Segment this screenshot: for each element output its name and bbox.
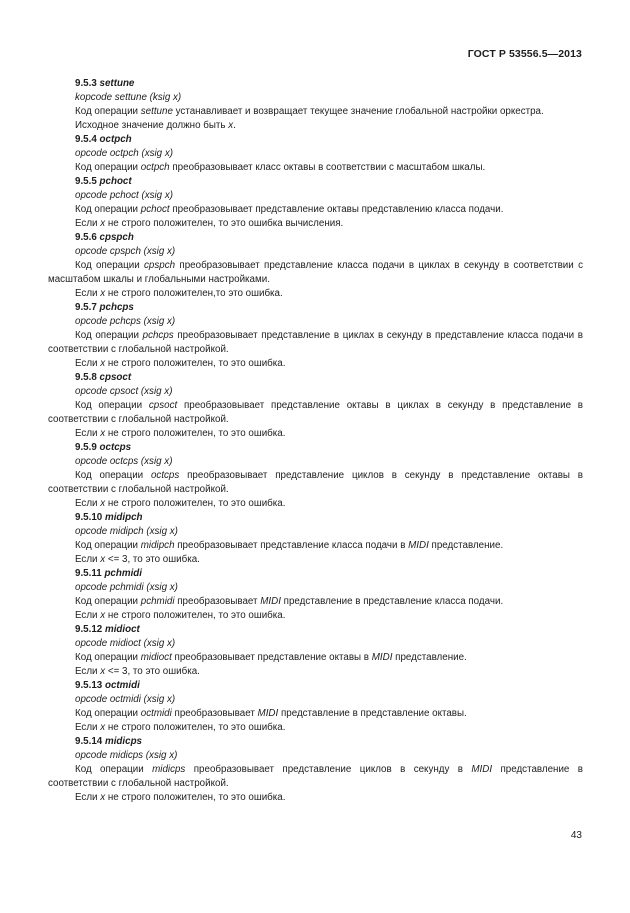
section-opcode-name: pchoct: [99, 176, 132, 187]
text: преобразовывает представление класса подачи в циклах в секунду в соответствии с масштабом шкалы и глобальными настройками.: [48, 260, 583, 285]
paragraph: [48, 721, 583, 735]
opcode-signature: opcode octcps (xsig x): [75, 456, 173, 467]
text: Если: [75, 722, 101, 733]
paragraph: [48, 539, 583, 553]
section-heading: [48, 175, 583, 189]
opcode-signature: opcode midioct (xsig x): [75, 638, 176, 649]
paragraph: [48, 595, 583, 609]
opcode-ref: midipch: [140, 540, 175, 551]
text: преобразовывает представление октавы представлению класса подачи.: [169, 204, 504, 215]
section-number: 9.5.14: [75, 736, 103, 747]
section-heading: [48, 441, 583, 455]
opcode-ref: x: [100, 722, 106, 733]
paragraph: [48, 497, 583, 511]
paragraph: [48, 791, 583, 805]
opcode-ref: x: [100, 792, 106, 803]
paragraph: [48, 651, 583, 665]
section-opcode-name: cpspch: [99, 232, 134, 243]
section-number: 9.5.7: [75, 302, 97, 313]
text: преобразовывает: [174, 596, 261, 607]
section-number: 9.5.12: [75, 624, 103, 635]
opcode-signature: opcode octmidi (xsig x): [75, 694, 176, 705]
section-opcode-name: pchmidi: [104, 568, 142, 579]
opcode-ref: octpch: [140, 162, 170, 173]
text: не строго положителен, то это ошибка.: [105, 722, 286, 733]
section-number: 9.5.13: [75, 680, 103, 691]
text: Если: [75, 358, 101, 369]
text: Код операции: [75, 330, 143, 341]
section-heading: [48, 567, 583, 581]
section-heading: [48, 77, 583, 91]
text: преобразовывает представление в циклах в секунду в представление класса подачи в соответствии с глобальной настройкой.: [48, 330, 583, 355]
opcode-ref: midicps: [152, 764, 186, 775]
text: не строго положителен, то это ошибка вычисления.: [105, 218, 344, 229]
opcode-ref: octmidi: [140, 708, 172, 719]
midi-ref: MIDI: [408, 540, 429, 551]
opcode-signature: opcode pchoct (xsig x): [75, 190, 174, 201]
midi-ref: MIDI: [471, 764, 493, 775]
section-heading: [48, 231, 583, 245]
section-opcode-name: midioct: [104, 624, 140, 635]
section-opcode-name: octcps: [99, 442, 132, 453]
text: Код операции: [75, 106, 141, 117]
opcode-ref: x: [100, 666, 106, 677]
text: Если: [75, 610, 101, 621]
text: Исходное значение должно быть: [75, 120, 229, 131]
text: не строго положителен, то это ошибка.: [105, 792, 286, 803]
opcode-ref: cpsoct: [148, 400, 178, 411]
text: преобразовывает представление циклов в секунду в: [185, 764, 472, 775]
text: <= 3, то это ошибка.: [105, 666, 200, 677]
opcode-signature: opcode octpch (xsig x): [75, 148, 174, 159]
opcode-signature: opcode midicps (xsig x): [75, 750, 178, 761]
section-heading: [48, 623, 583, 637]
paragraph: [48, 357, 583, 371]
document-header: ГОСТ Р 53556.5—2013: [467, 48, 582, 60]
paragraph: [48, 259, 583, 287]
section-number: 9.5.11: [75, 568, 102, 579]
text: Если: [75, 288, 101, 299]
opcode-ref: pchcps: [142, 330, 174, 341]
text: не строго положителен, то это ошибка.: [105, 428, 286, 439]
opcode-ref: x: [100, 288, 106, 299]
opcode-signature: opcode pchcps (xsig x): [75, 316, 176, 327]
midi-ref: MIDI: [257, 708, 279, 719]
text: Код операции: [75, 596, 141, 607]
paragraph: [48, 329, 583, 357]
text: Если: [75, 554, 101, 565]
section-number: 9.5.9: [75, 442, 97, 453]
text: не строго положителен, то это ошибка.: [105, 358, 286, 369]
section-number: 9.5.6: [75, 232, 97, 243]
section-opcode-name: settune: [99, 78, 135, 89]
text: преобразовывает представление циклов в секунду в представление октавы в соответствии с глобальной настройкой.: [48, 470, 583, 495]
text: Если: [75, 428, 101, 439]
section-heading: [48, 371, 583, 385]
opcode-ref: settune: [140, 106, 173, 117]
section-opcode-name: pchcps: [99, 302, 134, 313]
opcode-ref: pchoct: [140, 204, 170, 215]
section-number: 9.5.3: [75, 78, 97, 89]
paragraph: [48, 399, 583, 427]
paragraph: [48, 707, 583, 721]
section-opcode-name: octmidi: [104, 680, 140, 691]
paragraph: [48, 609, 583, 623]
text: Код операции: [75, 652, 141, 663]
opcode-ref: x: [100, 428, 106, 439]
text: Если: [75, 218, 101, 229]
text: не строго положителен, то это ошибка.: [105, 498, 286, 509]
text: Код операции: [75, 470, 151, 481]
opcode-ref: x: [100, 498, 106, 509]
text: .: [233, 120, 236, 131]
opcode-signature: opcode cpsoct (xsig x): [75, 386, 173, 397]
text: Код операции: [75, 764, 153, 775]
text: представление.: [392, 652, 467, 663]
paragraph: [48, 105, 583, 119]
paragraph: [48, 763, 583, 791]
section-opcode-name: octpch: [99, 134, 132, 145]
text: Код операции: [75, 708, 141, 719]
midi-ref: MIDI: [371, 652, 393, 663]
opcode-ref: x: [100, 358, 106, 369]
opcode-ref: pchmidi: [140, 596, 175, 607]
opcode-ref: x: [228, 120, 234, 131]
paragraph: [48, 119, 583, 133]
text: Если: [75, 498, 101, 509]
text: представление в соответствии с глобальной настройкой.: [48, 764, 583, 789]
section-heading: [48, 511, 583, 525]
opcode-ref: octcps: [150, 470, 180, 481]
text: представление.: [428, 540, 504, 551]
text: Код операции: [75, 204, 141, 215]
paragraph: [48, 203, 583, 217]
text: представление в представление октавы.: [278, 708, 467, 719]
section-heading: [48, 735, 583, 749]
text: представление в представление класса подачи.: [280, 596, 504, 607]
section-number: 9.5.8: [75, 372, 97, 383]
paragraph: [48, 553, 583, 567]
opcode-ref: x: [100, 218, 106, 229]
text: не строго положителен, то это ошибка.: [105, 610, 286, 621]
text: Если: [75, 666, 101, 677]
opcode-ref: x: [100, 610, 106, 621]
paragraph: [48, 287, 583, 301]
paragraph: [48, 161, 583, 175]
text: устанавливает и возвращает текущее значение глобальной настройки оркестра.: [172, 106, 544, 117]
section-number: 9.5.4: [75, 134, 97, 145]
text: преобразовывает: [171, 708, 258, 719]
text: не строго положителен,то это ошибка.: [105, 288, 283, 299]
text: Код операции: [75, 400, 149, 411]
text: <= 3, то это ошибка.: [105, 554, 200, 565]
paragraph: [48, 665, 583, 679]
section-heading: [48, 133, 583, 147]
text: Код операции: [75, 260, 145, 271]
text: преобразовывает представление октавы в циклах в секунду в представление в соответствии с глобальной настройкой.: [48, 400, 583, 425]
text: преобразовывает представление октавы в: [171, 652, 372, 663]
paragraph: [48, 427, 583, 441]
section-opcode-name: midicps: [104, 736, 143, 747]
opcode-ref: cpspch: [144, 260, 176, 271]
section-number: 9.5.5: [75, 176, 97, 187]
text: Код операции: [75, 162, 141, 173]
document-body: [48, 77, 583, 805]
section-opcode-name: cpsoct: [99, 372, 132, 383]
page-number: 43: [570, 830, 582, 841]
section-number: 9.5.10: [75, 512, 103, 523]
opcode-signature: opcode pchmidi (xsig x): [75, 582, 178, 593]
opcode-ref: x: [100, 554, 106, 565]
opcode-signature: kopcode settune (ksig x): [75, 92, 182, 103]
text: Если: [75, 792, 101, 803]
section-heading: [48, 679, 583, 693]
opcode-signature: opcode midipch (xsig x): [75, 526, 178, 537]
text: преобразовывает класс октавы в соответствии с масштабом шкалы.: [169, 162, 486, 173]
opcode-ref: midioct: [140, 652, 172, 663]
text: Код операции: [75, 540, 141, 551]
paragraph: [48, 469, 583, 497]
midi-ref: MIDI: [260, 596, 281, 607]
opcode-signature: opcode cpspch (xsig x): [75, 246, 176, 257]
text: преобразовывает представление класса подачи в: [174, 540, 409, 551]
section-opcode-name: midipch: [104, 512, 143, 523]
paragraph: [48, 217, 583, 231]
section-heading: [48, 301, 583, 315]
